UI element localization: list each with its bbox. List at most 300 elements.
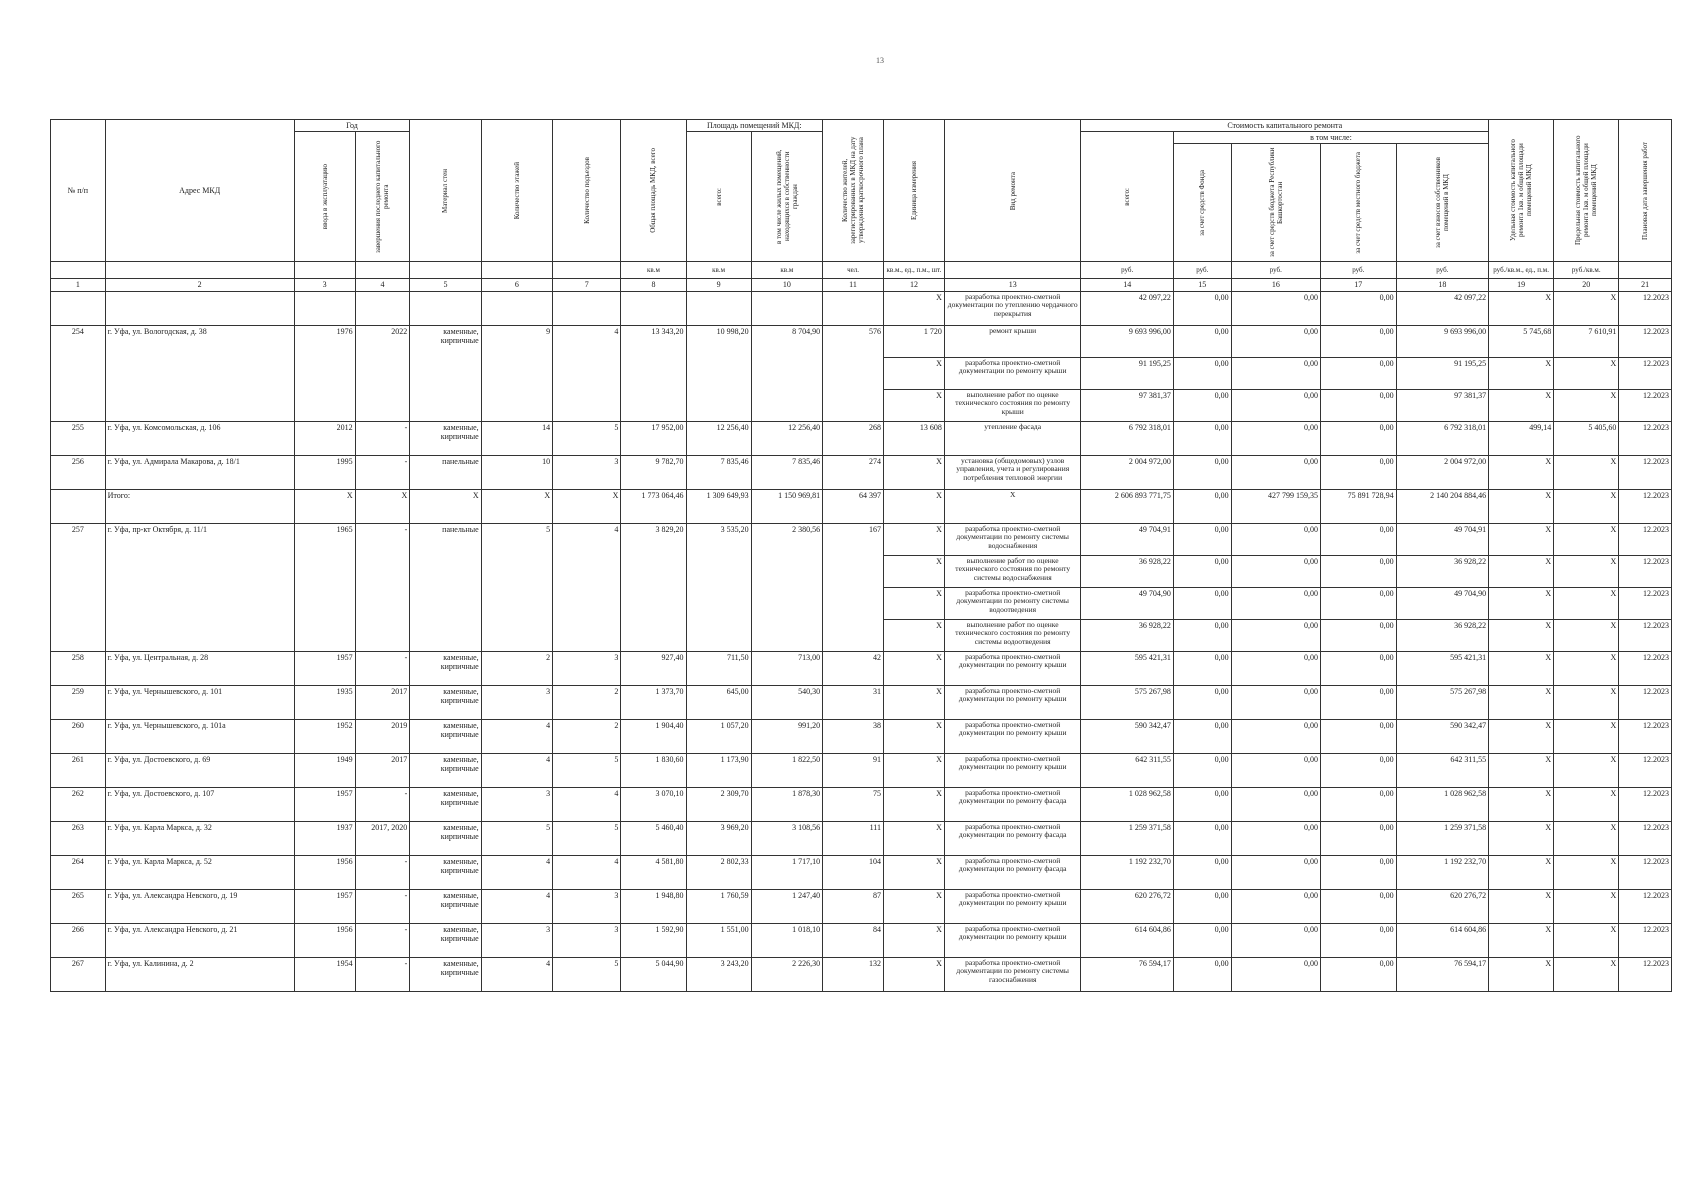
column-number-cell: 18 [1396,279,1488,291]
row-entrances: 5 [553,753,621,787]
row-area-all: 3 969,20 [686,821,751,855]
table-row [51,753,1672,787]
column-number-cell: 20 [1554,279,1619,291]
planned-date: 12.2023 [1619,455,1672,489]
row-address: г. Уфа, ул. Карла Маркса, д. 52 [105,855,294,889]
work-type: разработка проектно-сметной документации по ремонту крыши [944,753,1081,787]
cost-local: 0,00 [1320,357,1396,389]
row-wall-material: каменные, кирпичные [410,325,481,421]
cost-republic: 0,00 [1231,555,1320,587]
work-type: разработка проектно-сметной документации по ремонту крыши [944,357,1081,389]
header-cost-total: всего: [1081,132,1173,262]
row-total-area: 5 044,90 [621,957,686,991]
row-year-repair: X [355,489,410,523]
header-cost-group: Стоимость капитального ремонта [1081,120,1489,132]
table-row [51,923,1672,957]
unit-cell: руб. [1320,262,1396,279]
table-row [51,821,1672,855]
cost-fund: 0,00 [1173,325,1231,357]
cost-total: 49 704,91 [1081,523,1173,555]
row-year-repair: 2022 [355,325,410,421]
row-wall-material: каменные, кирпичные [410,421,481,455]
column-number-cell: 6 [481,279,552,291]
row-total-area: 4 581,80 [621,855,686,889]
row-area-all: 1 551,00 [686,923,751,957]
header-total-area: Общая площадь МКД, всего [621,120,686,262]
header-num: № п/п [51,120,106,262]
header-max-cost: Предельная стоимость капитального ремонта 1кв. м общей площади помещений МКД [1554,120,1619,262]
header-year-last-repair: завершения последнего капитального ремонта [355,132,410,262]
cost-local: 0,00 [1320,555,1396,587]
cost-owners: 2 140 204 884,46 [1396,489,1488,523]
row-area-all: 3 243,20 [686,957,751,991]
work-unit: X [883,889,944,923]
row-year-commission: 1995 [294,455,355,489]
header-area-residential: в том числе жилых помещений, находящихся в собственности граждан [751,132,822,262]
work-type: ремонт крыши [944,325,1081,357]
page-number: 13 [876,56,884,65]
cost-owners: 42 097,22 [1396,291,1488,325]
row-total-area: 1 592,90 [621,923,686,957]
cost-owners: 1 259 371,58 [1396,821,1488,855]
work-type: разработка проектно-сметной документации по ремонту крыши [944,889,1081,923]
row-year-repair: 2017 [355,685,410,719]
planned-date: 12.2023 [1619,619,1672,651]
cost-fund: 0,00 [1173,357,1231,389]
unit-cell: руб./кв.м. [1554,262,1619,279]
unit-cost: 499,14 [1489,421,1554,455]
row-year-repair [355,291,410,325]
cost-fund: 0,00 [1173,489,1231,523]
column-number-cell: 17 [1320,279,1396,291]
cost-local: 0,00 [1320,889,1396,923]
cost-total: 36 928,22 [1081,555,1173,587]
planned-date: 12.2023 [1619,587,1672,619]
row-area-residential: 2 226,30 [751,957,822,991]
row-year-commission: 1957 [294,889,355,923]
row-number: 255 [51,421,106,455]
planned-date: 12.2023 [1619,651,1672,685]
row-address: г. Уфа, ул. Александра Невского, д. 21 [105,923,294,957]
table-row [51,651,1672,685]
row-total-area: 1 948,80 [621,889,686,923]
row-residents: 75 [823,787,884,821]
cost-owners: 36 928,22 [1396,619,1488,651]
unit-cost: X [1489,523,1554,555]
cost-total: 1 259 371,58 [1081,821,1173,855]
work-type: разработка проектно-сметной документации по ремонту крыши [944,719,1081,753]
unit-cell [355,262,410,279]
row-wall-material: каменные, кирпичные [410,787,481,821]
row-year-commission: 1949 [294,753,355,787]
table-row [51,489,1672,523]
planned-date: 12.2023 [1619,855,1672,889]
cost-total: 590 342,47 [1081,719,1173,753]
unit-cell [553,262,621,279]
work-unit: X [883,923,944,957]
row-floors [481,291,552,325]
cost-total: 36 928,22 [1081,619,1173,651]
row-number: 259 [51,685,106,719]
row-year-commission: 1957 [294,651,355,685]
header-unit-measure: Единица измерения [883,120,944,262]
row-area-residential: 7 835,46 [751,455,822,489]
row-year-commission: 1956 [294,923,355,957]
planned-date: 12.2023 [1619,489,1672,523]
row-year-commission [294,291,355,325]
cost-owners: 36 928,22 [1396,555,1488,587]
work-unit: X [883,787,944,821]
work-unit: X [883,753,944,787]
work-type: установка (общедомовых) узлов управления, учета и регулирования потребления тепловой энергии [944,455,1081,489]
work-unit: X [883,821,944,855]
row-area-all: 1 173,90 [686,753,751,787]
row-floors: 10 [481,455,552,489]
planned-date: 12.2023 [1619,889,1672,923]
work-unit: X [883,357,944,389]
cost-total: 91 195,25 [1081,357,1173,389]
row-year-repair: - [355,421,410,455]
row-year-commission: 1935 [294,685,355,719]
units-row [51,262,1672,279]
row-residents: 132 [823,957,884,991]
unit-cell [481,262,552,279]
cost-republic: 0,00 [1231,389,1320,421]
cost-local: 0,00 [1320,787,1396,821]
work-unit: X [883,855,944,889]
row-year-commission: 1937 [294,821,355,855]
capital-repair-table [50,119,1672,992]
unit-cell [294,262,355,279]
planned-date: 12.2023 [1619,421,1672,455]
work-type: разработка проектно-сметной документации по ремонту фасада [944,855,1081,889]
cost-local: 0,00 [1320,719,1396,753]
cost-total: 595 421,31 [1081,651,1173,685]
row-entrances: 4 [553,325,621,421]
table-header [51,120,1672,292]
row-area-residential: 1 822,50 [751,753,822,787]
unit-cost: X [1489,753,1554,787]
row-number [51,291,106,325]
work-type: разработка проектно-сметной документации по ремонту системы газоснабжения [944,957,1081,991]
row-area-all: 645,00 [686,685,751,719]
cost-republic: 0,00 [1231,619,1320,651]
cost-total: 76 594,17 [1081,957,1173,991]
cost-republic: 0,00 [1231,787,1320,821]
header-area-all: всего: [686,132,751,262]
header-cost-owners: за счет взносов собственников помещений в МКД [1396,144,1488,262]
row-address: г. Уфа, ул. Комсомольская, д. 106 [105,421,294,455]
row-entrances: 3 [553,923,621,957]
cost-total: 9 693 996,00 [1081,325,1173,357]
column-number-cell: 21 [1619,279,1672,291]
cost-owners: 91 195,25 [1396,357,1488,389]
row-year-repair: - [355,455,410,489]
work-type: разработка проектно-сметной документации по ремонту фасада [944,821,1081,855]
work-type: выполнение работ по оценке технического состояния по ремонту системы водоснабжения [944,555,1081,587]
row-area-all: 711,50 [686,651,751,685]
max-cost: X [1554,685,1619,719]
max-cost: 7 610,91 [1554,325,1619,357]
planned-date: 12.2023 [1619,555,1672,587]
cost-fund: 0,00 [1173,523,1231,555]
unit-cost: X [1489,923,1554,957]
row-area-residential: 1 018,10 [751,923,822,957]
row-year-commission: 2012 [294,421,355,455]
header-premises-area-group: Площадь помещений МКД: [686,120,823,132]
row-floors: X [481,489,552,523]
unit-cell: руб. [1173,262,1231,279]
cost-republic: 0,00 [1231,889,1320,923]
cost-republic: 0,00 [1231,719,1320,753]
work-unit: X [883,719,944,753]
row-residents: 104 [823,855,884,889]
row-floors: 5 [481,821,552,855]
row-address: г. Уфа, ул. Адмирала Макарова, д. 18/1 [105,455,294,489]
work-unit: X [883,957,944,991]
row-year-repair: - [355,957,410,991]
cost-local: 0,00 [1320,325,1396,357]
row-year-repair: - [355,889,410,923]
row-entrances: 3 [553,651,621,685]
row-total-area: 3 829,20 [621,523,686,651]
unit-cell [944,262,1081,279]
cost-local: 0,00 [1320,587,1396,619]
row-number: 254 [51,325,106,421]
column-number-cell: 16 [1231,279,1320,291]
row-entrances: 5 [553,821,621,855]
row-total-area: 1 830,60 [621,753,686,787]
row-address: Итого: [105,489,294,523]
table-row [51,855,1672,889]
header-address: Адрес МКД [105,120,294,262]
row-wall-material [410,291,481,325]
cost-fund: 0,00 [1173,787,1231,821]
column-number-cell: 10 [751,279,822,291]
row-area-residential: 991,20 [751,719,822,753]
work-unit: X [883,489,944,523]
cost-republic: 0,00 [1231,421,1320,455]
row-year-repair: 2017, 2020 [355,821,410,855]
cost-fund: 0,00 [1173,555,1231,587]
column-number-cell: 4 [355,279,410,291]
table-row [51,291,1672,325]
column-number-cell: 19 [1489,279,1554,291]
header-cost-republic: за счет средств бюджета Республики Башкортостан [1231,144,1320,262]
row-year-repair: - [355,523,410,651]
unit-cell: чел. [823,262,884,279]
row-floors: 14 [481,421,552,455]
row-year-repair: - [355,651,410,685]
cost-owners: 642 311,55 [1396,753,1488,787]
planned-date: 12.2023 [1619,685,1672,719]
planned-date: 12.2023 [1619,523,1672,555]
row-area-residential: 8 704,90 [751,325,822,421]
cost-republic: 0,00 [1231,357,1320,389]
cost-owners: 2 004 972,00 [1396,455,1488,489]
row-wall-material: панельные [410,455,481,489]
max-cost: X [1554,923,1619,957]
unit-cost: X [1489,855,1554,889]
row-year-repair: 2019 [355,719,410,753]
row-number: 261 [51,753,106,787]
row-floors: 4 [481,753,552,787]
cost-republic: 0,00 [1231,651,1320,685]
row-area-residential: 2 380,56 [751,523,822,651]
max-cost: X [1554,357,1619,389]
header-floors: Количество этажей [481,120,552,262]
cost-republic: 427 799 159,35 [1231,489,1320,523]
cost-fund: 0,00 [1173,651,1231,685]
row-wall-material: панельные [410,523,481,651]
cost-fund: 0,00 [1173,685,1231,719]
header-unit-cost: Удельная стоимость капитального ремонта 1кв. м общей площади помещений МКД [1489,120,1554,262]
cost-republic: 0,00 [1231,325,1320,357]
header-wall-material: Материал стен [410,120,481,262]
work-unit: X [883,587,944,619]
row-wall-material: каменные, кирпичные [410,719,481,753]
table-row [51,957,1672,991]
cost-total: 2 606 893 771,75 [1081,489,1173,523]
cost-owners: 49 704,90 [1396,587,1488,619]
work-unit: X [883,291,944,325]
row-number: 262 [51,787,106,821]
cost-republic: 0,00 [1231,753,1320,787]
work-unit: X [883,389,944,421]
cost-owners: 614 604,86 [1396,923,1488,957]
row-residents: 268 [823,421,884,455]
cost-fund: 0,00 [1173,821,1231,855]
unit-cost: X [1489,787,1554,821]
column-number-cell: 3 [294,279,355,291]
cost-total: 49 704,90 [1081,587,1173,619]
unit-cell: руб./кв.м., ед., п.м. [1489,262,1554,279]
planned-date: 12.2023 [1619,719,1672,753]
unit-cost: X [1489,455,1554,489]
cost-republic: 0,00 [1231,821,1320,855]
cost-local: 0,00 [1320,389,1396,421]
row-area-residential [751,291,822,325]
column-number-cell: 7 [553,279,621,291]
cost-total: 1 028 962,58 [1081,787,1173,821]
max-cost: X [1554,587,1619,619]
unit-cell: кв.м [621,262,686,279]
work-unit: 1 720 [883,325,944,357]
planned-date: 12.2023 [1619,753,1672,787]
row-floors: 4 [481,889,552,923]
cost-fund: 0,00 [1173,889,1231,923]
row-wall-material: каменные, кирпичные [410,957,481,991]
cost-owners: 620 276,72 [1396,889,1488,923]
work-type: разработка проектно-сметной документации по ремонту системы водоснабжения [944,523,1081,555]
row-entrances: 3 [553,889,621,923]
row-number [51,489,106,523]
row-residents: 167 [823,523,884,651]
cost-republic: 0,00 [1231,855,1320,889]
cost-fund: 0,00 [1173,291,1231,325]
row-area-all: 1 309 649,93 [686,489,751,523]
cost-total: 1 192 232,70 [1081,855,1173,889]
cost-fund: 0,00 [1173,587,1231,619]
max-cost: X [1554,455,1619,489]
unit-cost: 5 745,68 [1489,325,1554,357]
header-year-group: Год [294,120,410,132]
row-address: г. Уфа, ул. Достоевского, д. 107 [105,787,294,821]
table-row [51,719,1672,753]
planned-date: 12.2023 [1619,957,1672,991]
work-type: разработка проектно-сметной документации по ремонту крыши [944,923,1081,957]
row-address [105,291,294,325]
max-cost: X [1554,389,1619,421]
unit-cost: X [1489,489,1554,523]
cost-fund: 0,00 [1173,389,1231,421]
table-row [51,787,1672,821]
column-number-cell: 5 [410,279,481,291]
row-residents: 42 [823,651,884,685]
row-wall-material: каменные, кирпичные [410,821,481,855]
cost-local: 0,00 [1320,651,1396,685]
row-total-area: 1 373,70 [621,685,686,719]
max-cost: X [1554,651,1619,685]
row-year-commission: X [294,489,355,523]
unit-cost: X [1489,889,1554,923]
cost-local: 0,00 [1320,523,1396,555]
row-address: г. Уфа, ул. Чернышевского, д. 101 [105,685,294,719]
row-floors: 3 [481,787,552,821]
cost-fund: 0,00 [1173,923,1231,957]
unit-cost: X [1489,389,1554,421]
cost-owners: 590 342,47 [1396,719,1488,753]
cost-local: 0,00 [1320,619,1396,651]
row-area-residential: 540,30 [751,685,822,719]
row-number: 265 [51,889,106,923]
work-type: X [944,489,1081,523]
cost-total: 97 381,37 [1081,389,1173,421]
row-number: 257 [51,523,106,651]
unit-cell: кв.м., ед., п.м., шт. [883,262,944,279]
cost-local: 0,00 [1320,685,1396,719]
column-numbers-row [51,279,1672,291]
row-floors: 4 [481,957,552,991]
unit-cell [51,262,106,279]
work-type: разработка проектно-сметной документации по ремонту фасада [944,787,1081,821]
unit-cost: X [1489,821,1554,855]
unit-cost: X [1489,957,1554,991]
row-area-residential: 12 256,40 [751,421,822,455]
unit-cost: X [1489,555,1554,587]
row-area-residential: 1 717,10 [751,855,822,889]
row-floors: 5 [481,523,552,651]
cost-local: 0,00 [1320,421,1396,455]
row-area-residential: 1 150 969,81 [751,489,822,523]
unit-cost: X [1489,587,1554,619]
row-number: 260 [51,719,106,753]
cost-local: 0,00 [1320,455,1396,489]
header-entrances: Количество подъездов [553,120,621,262]
cost-owners: 6 792 318,01 [1396,421,1488,455]
cost-total: 642 311,55 [1081,753,1173,787]
max-cost: X [1554,291,1619,325]
max-cost: X [1554,957,1619,991]
work-unit: X [883,555,944,587]
work-type: выполнение работ по оценке технического состояния по ремонту системы водоотведения [944,619,1081,651]
planned-date: 12.2023 [1619,787,1672,821]
unit-cell [105,262,294,279]
work-type: утепление фасада [944,421,1081,455]
header-year-commission: ввода в эксплуатацию [294,132,355,262]
unit-cost: X [1489,719,1554,753]
max-cost: X [1554,855,1619,889]
